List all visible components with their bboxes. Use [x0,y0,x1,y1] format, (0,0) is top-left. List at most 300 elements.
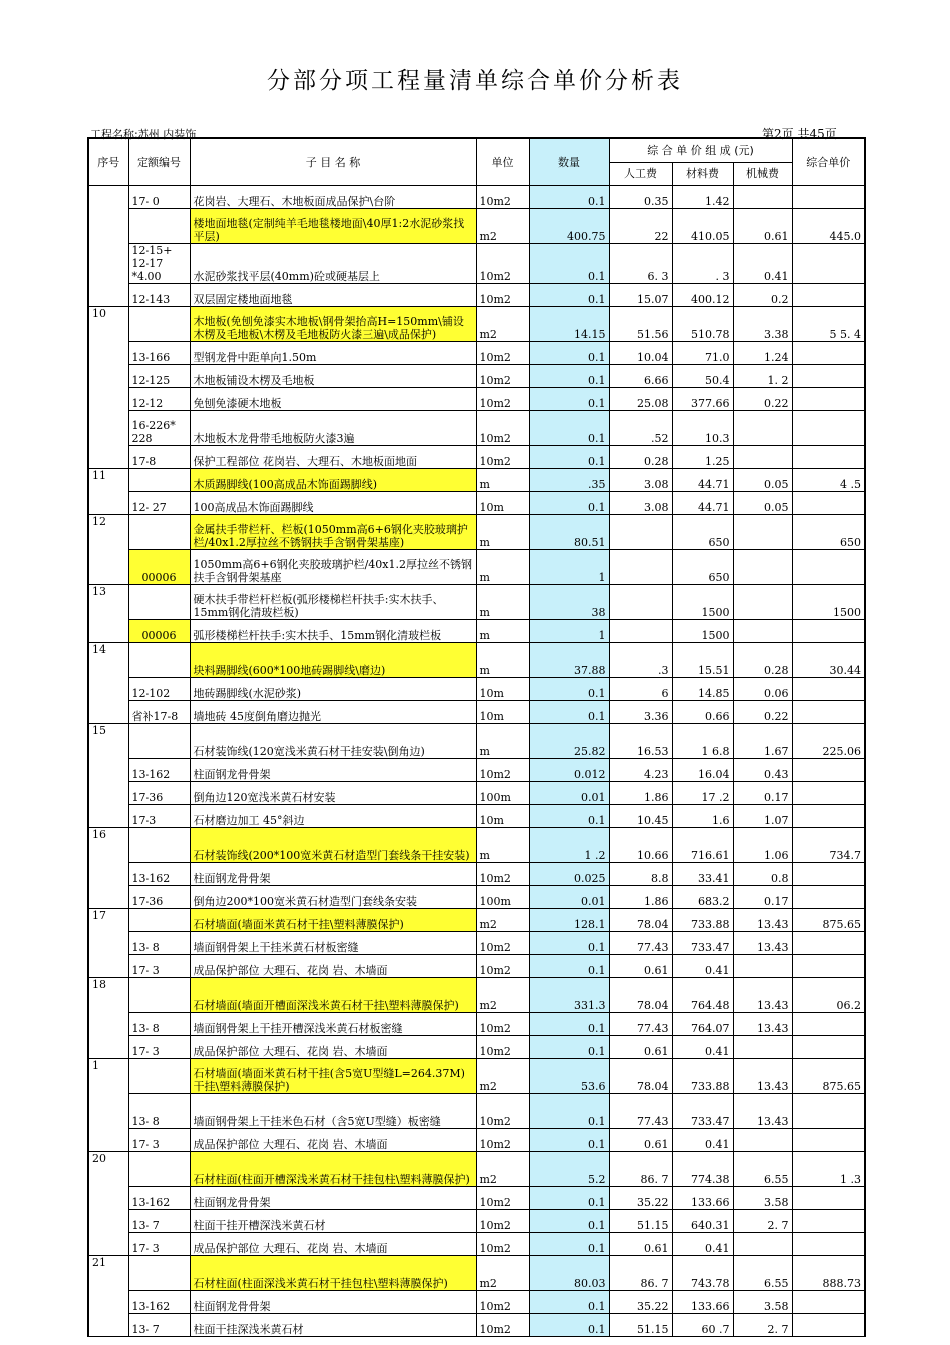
cell-labor: 77.43 [609,1094,672,1129]
cell-labor: 25.08 [609,388,672,411]
cell-total [792,678,865,701]
cell-material: 0.41 [672,955,733,978]
table-row [88,955,865,978]
table-row [88,244,865,284]
cell-unit: m2 [476,209,529,244]
page-info: 第2页 共45页 [762,127,837,141]
cell-name: 墙面钢骨架上干挂米色石材（含5宽U型缝）板密缝 [190,1094,476,1129]
cell-code: 17- 3 [128,1233,190,1256]
cell-code: 12- 27 [128,492,190,515]
cell-unit: m2 [476,1059,529,1094]
cell-total: 445.0 [792,209,865,244]
cell-total: 888.73 [792,1256,865,1291]
cell-machine: 1.06 [733,828,792,863]
cell-name: 型钢龙骨中距单向1.50m [190,342,476,365]
cell-labor: .3 [609,643,672,678]
cell-material: 16.04 [672,759,733,782]
cell-material: 400.12 [672,284,733,307]
cell-material: 17 .2 [672,782,733,805]
cell-name: 木质踢脚线(100高成品木饰面踢脚线) [190,469,476,492]
cell-code: 13-166 [128,342,190,365]
cell-labor: 0.35 [609,186,672,209]
cell-qty: 38 [529,585,609,620]
cell-seq [88,365,128,388]
cell-seq: 20 [88,1152,128,1187]
table-row [88,284,865,307]
cell-unit: m2 [476,909,529,932]
cell-unit: m [476,828,529,863]
cell-machine: 2. 7 [733,1210,792,1233]
cell-material: 0.41 [672,1129,733,1152]
cell-unit: 10m2 [476,365,529,388]
cell-seq: 16 [88,828,128,863]
cell-total [792,550,865,585]
cell-material: 377.66 [672,388,733,411]
cell-machine: 13.43 [733,909,792,932]
cell-unit: 10m2 [476,1129,529,1152]
cell-machine: 13.43 [733,978,792,1013]
cell-qty: 53.6 [529,1059,609,1094]
cell-total [792,1036,865,1059]
cell-total [792,1187,865,1210]
cell-total: 875.65 [792,909,865,932]
cell-qty: 400.75 [529,209,609,244]
table-row [88,701,865,724]
table-row [88,469,865,492]
cell-name: 柱面钢龙骨骨架 [190,863,476,886]
cell-name: 楼地面地毯(定制纯羊毛地毯楼地面\40厚1:2水泥砂浆找平层) [190,209,476,244]
table-row [88,1187,865,1210]
cell-material: 640.31 [672,1210,733,1233]
header-unit: 单位 [476,138,529,186]
cell-total: 1 .3 [792,1152,865,1187]
cell-machine: 0.06 [733,678,792,701]
cell-seq [88,886,128,909]
cell-seq [88,284,128,307]
cell-unit: m2 [476,978,529,1013]
cell-machine: 13.43 [733,1094,792,1129]
cell-total: 5 5. 4 [792,307,865,342]
cell-material: 410.05 [672,209,733,244]
cell-seq: 1 [88,1059,128,1094]
cell-material: 44.71 [672,492,733,515]
cell-unit: 10m2 [476,342,529,365]
cell-machine [733,515,792,550]
cell-material: 764.48 [672,978,733,1013]
cell-code: 17- 3 [128,1129,190,1152]
cell-material: 733.88 [672,909,733,932]
cell-machine: 0.17 [733,886,792,909]
cell-material: 0.41 [672,1233,733,1256]
cell-machine: 0.05 [733,492,792,515]
cell-seq [88,932,128,955]
cell-name: 木地板铺设木楞及毛地板 [190,365,476,388]
cell-total: 4 .5 [792,469,865,492]
cell-machine: 6.55 [733,1152,792,1187]
cell-qty: 0.012 [529,759,609,782]
table-row [88,307,865,342]
cell-name: 成品保护部位 大理石、花岗 岩、木墙面 [190,1233,476,1256]
cell-machine: 6.55 [733,1256,792,1291]
cell-material: 510.78 [672,307,733,342]
cell-machine: 1.24 [733,342,792,365]
cell-name: 柱面干挂深浅米黄石材 [190,1314,476,1337]
cell-name: 柱面钢龙骨骨架 [190,759,476,782]
cell-seq [88,446,128,469]
cell-machine [733,550,792,585]
cell-seq [88,1291,128,1314]
cell-unit: 10m2 [476,1036,529,1059]
cell-total [792,1314,865,1337]
cell-total [792,759,865,782]
cell-machine: 0.22 [733,388,792,411]
cell-qty: 0.1 [529,701,609,724]
cell-name: 免刨免漆硬木地板 [190,388,476,411]
cell-qty: 0.1 [529,365,609,388]
table-row [88,1233,865,1256]
cell-seq [88,620,128,643]
cell-name: 柱面干挂开槽深浅米黄石材 [190,1210,476,1233]
header-seq: 序号 [88,138,128,186]
cell-qty: 0.1 [529,1291,609,1314]
cell-total [792,955,865,978]
cell-qty: 0.1 [529,955,609,978]
table-row [88,1314,865,1337]
cell-qty: 80.03 [529,1256,609,1291]
page-title: 分部分项工程量清单综合单价分析表 [267,68,683,94]
cell-unit: 10m2 [476,446,529,469]
cell-seq [88,186,128,209]
cell-unit: m [476,620,529,643]
table-row [88,365,865,388]
table-body [88,186,865,1337]
cell-unit: m [476,643,529,678]
cell-material: 1.6 [672,805,733,828]
cell-total [792,701,865,724]
cell-name: 块料踢脚线(600*100地砖踢脚线\磨边) [190,643,476,678]
cell-machine: 1. 2 [733,365,792,388]
cell-total [792,782,865,805]
cell-code [128,1256,190,1291]
cell-unit: 10m [476,701,529,724]
cell-code: 00006 [128,620,190,643]
cell-name: 石材墙面(墙面开槽面深浅米黄石材干挂\塑料薄膜保护) [190,978,476,1013]
cell-labor: 51.15 [609,1210,672,1233]
cell-material: . 3 [672,244,733,284]
cell-machine [733,186,792,209]
cell-qty: 0.1 [529,446,609,469]
table-row [88,805,865,828]
cell-seq: 12 [88,515,128,550]
cell-total [792,1210,865,1233]
cell-machine: 0.17 [733,782,792,805]
cell-total: 1500 [792,585,865,620]
cell-unit: 100m [476,782,529,805]
table-row [88,828,865,863]
cell-unit: 10m [476,805,529,828]
cell-qty: 0.1 [529,411,609,446]
cell-seq [88,209,128,244]
cell-machine [733,446,792,469]
header-group: 综 合 单 价 组 成 (元) [609,138,792,162]
cell-name: 硬木扶手带栏杆栏板(弧形楼梯栏杆扶手:实木扶手、15mm钢化清玻栏板) [190,585,476,620]
table-row [88,759,865,782]
cell-qty: 80.51 [529,515,609,550]
cell-code [128,643,190,678]
cell-name: 墙地砖 45度倒角磨边抛光 [190,701,476,724]
cell-code [128,515,190,550]
cell-name: 保护工程部位 花岗岩、大理石、木地板面地面 [190,446,476,469]
cell-seq: 21 [88,1256,128,1291]
header-labor: 人工费 [609,162,672,185]
cell-seq [88,782,128,805]
cell-machine [733,1233,792,1256]
cell-material: 1.42 [672,186,733,209]
cell-total: 225.06 [792,724,865,759]
cell-material: 1500 [672,620,733,643]
cell-material: 743.78 [672,1256,733,1291]
cell-qty: 0.1 [529,1129,609,1152]
header-total: 综合单价 [792,138,865,186]
cell-machine [733,620,792,643]
cell-name: 成品保护部位 大理石、花岗 岩、木墙面 [190,955,476,978]
header-qty: 数量 [529,138,609,186]
cell-code: 13-162 [128,1187,190,1210]
table-row [88,585,865,620]
cell-labor: 8.8 [609,863,672,886]
cell-labor [609,515,672,550]
cell-material: 0.41 [672,1036,733,1059]
table-row [88,411,865,446]
cell-material: 33.41 [672,863,733,886]
table-row [88,1291,865,1314]
cell-code [128,307,190,342]
cell-name: 石材装饰线(120宽浅米黄石材干挂安装\倒角边) [190,724,476,759]
cell-machine: 0.61 [733,209,792,244]
cell-qty: 0.1 [529,1013,609,1036]
cell-total [792,1129,865,1152]
table-row [88,446,865,469]
cell-code [128,828,190,863]
cell-name: 石材装饰线(200*100宽米黄石材造型门套线条干挂安装) [190,828,476,863]
cell-total [792,365,865,388]
cell-machine: 1.67 [733,724,792,759]
cell-code: 13- 7 [128,1210,190,1233]
cell-material: 1 6.8 [672,724,733,759]
cell-code: 12-143 [128,284,190,307]
cell-labor: 6. 3 [609,244,672,284]
cell-seq [88,701,128,724]
cell-unit: 10m2 [476,932,529,955]
cell-code: 12-15+ 12-17 *4.00 [128,244,190,284]
cell-seq [88,1314,128,1337]
cell-qty: 25.82 [529,724,609,759]
cell-seq [88,244,128,284]
cell-machine: 13.43 [733,1013,792,1036]
cell-labor: 0.61 [609,1036,672,1059]
cell-seq: 15 [88,724,128,759]
cell-code: 17-3 [128,805,190,828]
cell-total: 06.2 [792,978,865,1013]
cell-qty: 0.1 [529,1314,609,1337]
cell-total: 875.65 [792,1059,865,1094]
cell-code: 12-12 [128,388,190,411]
table-row [88,932,865,955]
cell-labor [609,585,672,620]
cell-qty: .35 [529,469,609,492]
cell-seq [88,342,128,365]
cell-seq: 13 [88,585,128,620]
cell-labor: 3.36 [609,701,672,724]
cell-machine: 3.58 [733,1291,792,1314]
cell-qty: 0.01 [529,782,609,805]
cell-labor: 51.56 [609,307,672,342]
cell-name: 水泥砂浆找平层(40mm)砼或硬基层上 [190,244,476,284]
cell-qty: 0.1 [529,186,609,209]
table-row [88,1013,865,1036]
cell-name: 石材柱面(柱面深浅米黄石材干挂包柱\塑料薄膜保护) [190,1256,476,1291]
cell-total [792,1094,865,1129]
cell-qty: 0.025 [529,863,609,886]
cell-unit: m2 [476,307,529,342]
cell-unit: 10m2 [476,1210,529,1233]
cell-qty: 0.1 [529,1187,609,1210]
cell-unit: m2 [476,1256,529,1291]
cell-qty: 14.15 [529,307,609,342]
header-name: 子 目 名 称 [190,138,476,186]
cell-name: 墙面钢骨架上干挂米黄石材板密缝 [190,932,476,955]
cell-machine: 3.58 [733,1187,792,1210]
cell-labor: 1.86 [609,886,672,909]
cell-unit: m [476,724,529,759]
cell-seq [88,863,128,886]
cell-seq [88,1187,128,1210]
cell-seq: 14 [88,643,128,678]
cell-code [128,1059,190,1094]
cell-total [792,932,865,955]
cell-total [792,1291,865,1314]
cell-material: 44.71 [672,469,733,492]
cell-seq [88,1094,128,1129]
cell-total [792,1233,865,1256]
cell-labor: 78.04 [609,1059,672,1094]
cell-seq [88,759,128,782]
cell-unit: 10m2 [476,388,529,411]
cell-code: 13- 8 [128,1013,190,1036]
cell-labor: 35.22 [609,1291,672,1314]
table-row [88,909,865,932]
cell-labor: 10.66 [609,828,672,863]
cell-unit: 10m2 [476,284,529,307]
cell-qty: 0.1 [529,1233,609,1256]
cell-seq: 11 [88,469,128,492]
cell-unit: 10m2 [476,1291,529,1314]
cell-unit: 10m [476,678,529,701]
cell-name: 地砖踢脚线(水泥砂浆) [190,678,476,701]
cell-seq [88,1233,128,1256]
cell-labor [609,550,672,585]
cell-total [792,620,865,643]
cell-unit: 10m2 [476,411,529,446]
table-row [88,186,865,209]
cell-qty: 1 .2 [529,828,609,863]
cell-name: 双层固定楼地面地毯 [190,284,476,307]
cell-labor: 86. 7 [609,1256,672,1291]
table-row [88,342,865,365]
cell-unit: m2 [476,1152,529,1187]
cell-name: 100高成品木饰面踢脚线 [190,492,476,515]
cell-code [128,1152,190,1187]
cell-qty: 1 [529,620,609,643]
cell-seq: 10 [88,307,128,342]
cell-seq [88,1210,128,1233]
cell-total [792,886,865,909]
cell-qty: 37.88 [529,643,609,678]
cell-qty: 331.3 [529,978,609,1013]
cell-unit: 100m [476,886,529,909]
table-row [88,388,865,411]
cell-code: 00006 [128,550,190,585]
cell-labor: 15.07 [609,284,672,307]
cell-unit: 10m2 [476,863,529,886]
cell-code [128,978,190,1013]
cell-material: 733.47 [672,1094,733,1129]
cell-name: 金属扶手带栏杆、栏板(1050mm高6+6钢化夹胶玻璃护栏/40x1.2厚拉丝不锈钢扶手含钢骨架基座) [190,515,476,550]
cell-labor: 86. 7 [609,1152,672,1187]
project-name: 工程名称:苏州 内装饰 [90,128,197,141]
cell-labor: 3.08 [609,469,672,492]
cell-code [128,469,190,492]
cell-unit: 10m2 [476,1314,529,1337]
cell-qty: 0.1 [529,678,609,701]
cell-code: 12-125 [128,365,190,388]
table-row [88,978,865,1013]
table-row [88,724,865,759]
table-row [88,1129,865,1152]
cell-labor: 6.66 [609,365,672,388]
cell-machine: 13.43 [733,1059,792,1094]
table-row [88,1036,865,1059]
cell-code: 17- 0 [128,186,190,209]
cell-unit: 10m2 [476,1013,529,1036]
cell-code: 13- 8 [128,1094,190,1129]
cell-unit: m [476,550,529,585]
cell-machine: 0.43 [733,759,792,782]
cell-total [792,342,865,365]
table-row [88,1210,865,1233]
cell-name: 花岗岩、大理石、木地板面成品保护\台阶 [190,186,476,209]
cell-material: 733.88 [672,1059,733,1094]
cell-name: 石材柱面(柱面开槽深浅米黄石材干挂包柱\塑料薄膜保护) [190,1152,476,1187]
cell-labor: 3.08 [609,492,672,515]
cell-qty: 0.1 [529,284,609,307]
cell-material: 650 [672,515,733,550]
cell-material: 14.85 [672,678,733,701]
cell-qty: 0.1 [529,805,609,828]
cell-code: 17- 3 [128,955,190,978]
cell-name: 石材磨边加工 45°斜边 [190,805,476,828]
cell-material: 10.3 [672,411,733,446]
cell-labor: 0.61 [609,955,672,978]
cell-code: 17-36 [128,782,190,805]
cell-total [792,446,865,469]
table-row [88,782,865,805]
cell-code [128,909,190,932]
cell-machine [733,1036,792,1059]
table-row [88,1094,865,1129]
cell-labor: 78.04 [609,909,672,932]
cell-labor: 35.22 [609,1187,672,1210]
